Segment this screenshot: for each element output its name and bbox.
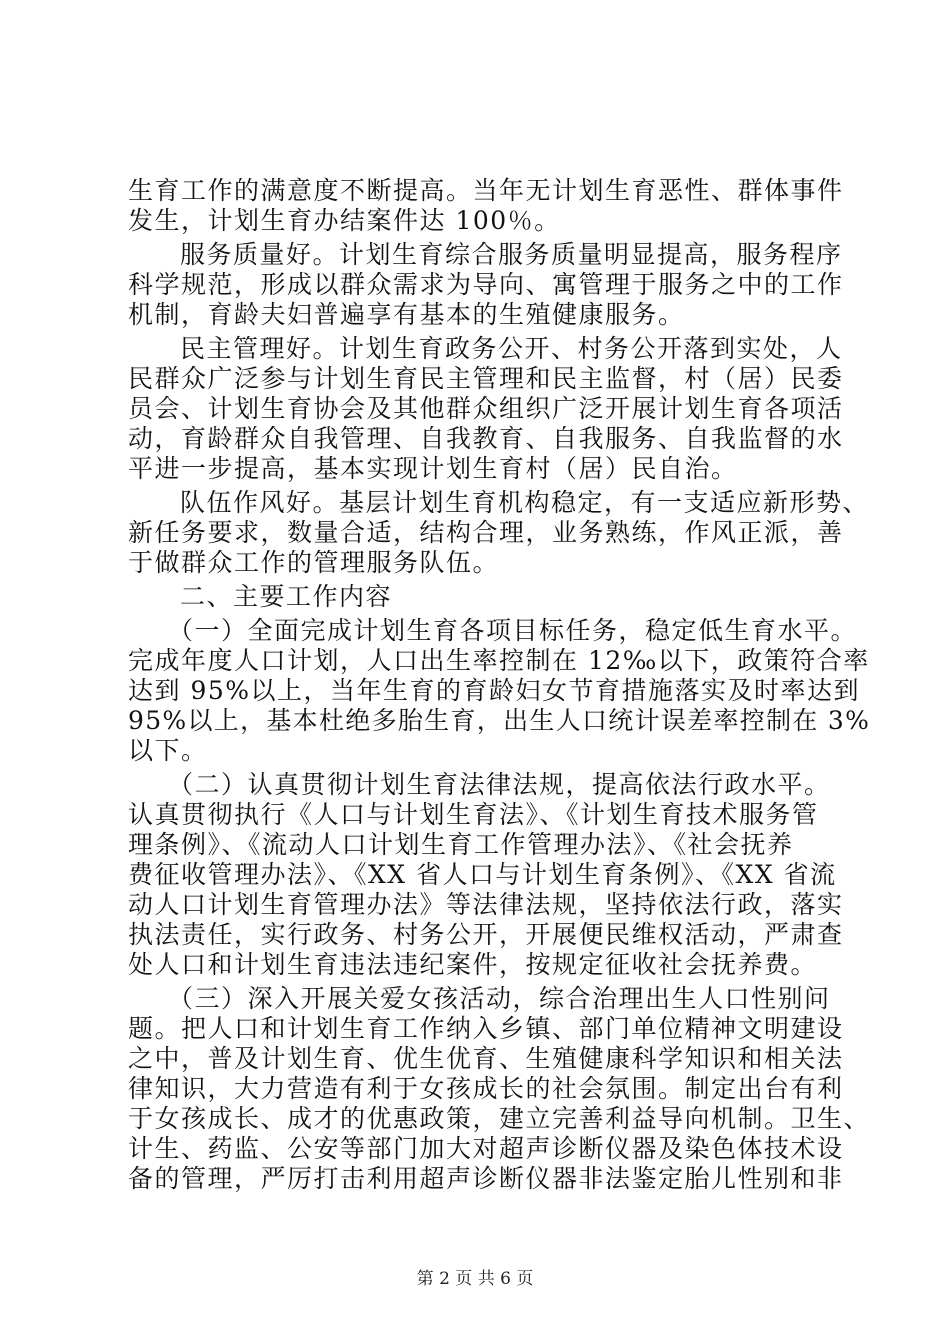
page-number-footer: 第 2 页 共 6 页 [416,1269,534,1289]
text-line: 平进一步提高，基本实现计划生育村（居）民自治。 [128,454,738,483]
section-heading: 二、主要工作内容 [180,582,393,611]
text-line: 员会、计划生育协会及其他群众组织广泛开展计划生育各项活 [128,394,844,423]
text-line: 于做群众工作的管理服务队伍。 [128,548,500,577]
text-line: （三）深入开展关爱女孩活动，综合治理出生人口性别问 [168,984,831,1013]
text-line: 处人口和计划生育违法违纪案件，按规定征收社会抚养费。 [128,950,818,979]
text-line: 新任务要求，数量合适，结构合理，业务熟练，作风正派，善 [128,518,844,547]
text-line: 备的管理，严厉打击利用超声诊断仪器非法鉴定胎儿性别和非 [128,1164,844,1193]
text-line: 完成年度人口计划，人口出生率控制在 12‰以下，政策符合率 [128,646,870,675]
text-line: 达到 95%以上，当年生育的育龄妇女节育措施落实及时率达到 [128,676,861,705]
text-line: 理条例》、《流动人口计划生育工作管理办法》、《社会抚养 [128,830,794,859]
text-line: 动人口计划生育管理办法》等法律法规，坚持依法行政，落实 [128,890,844,919]
text-line: 民主管理好。计划生育政务公开、村务公开落到实处，人 [180,334,843,363]
text-line: 机制，育龄夫妇普遍享有基本的生殖健康服务。 [128,300,685,329]
text-line: 民群众广泛参与计划生育民主管理和民主监督，村（居）民委 [128,364,844,393]
text-line: （二）认真贯彻计划生育法律法规，提高依法行政水平。 [168,770,831,799]
text-line: 题。把人口和计划生育工作纳入乡镇、部门单位精神文明建设 [128,1014,844,1043]
text-line: 科学规范，形成以群众需求为导向、寓管理于服务之中的工作 [128,270,844,299]
text-line: （一）全面完成计划生育各项目标任务，稳定低生育水平。 [168,616,858,645]
text-line: 之中，普及计划生育、优生优育、生殖健康科学知识和相关法 [128,1044,844,1073]
text-line: 服务质量好。计划生育综合服务质量明显提高，服务程序 [180,240,843,269]
text-line: 95%以上，基本杜绝多胎生育，出生人口统计误差率控制在 3% [128,706,871,735]
text-line: 执法责任，实行政务、村务公开，开展便民维权活动，严肃查 [128,920,844,949]
text-line: 认真贯彻执行《人口与计划生育法》、《计划生育技术服务管 [128,800,819,829]
text-line: 队伍作风好。基层计划生育机构稳定，有一支适应新形势、 [180,488,870,517]
text-line: 动，育龄群众自我管理、自我教育、自我服务、自我监督的水 [128,424,844,453]
text-line: 以下。 [128,736,208,765]
text-line: 计生、药监、公安等部门加大对超声诊断仪器及染色体技术设 [128,1134,844,1163]
text-line: 律知识，大力营造有利于女孩成长的社会氛围。制定出台有利 [128,1074,844,1103]
text-line: 生育工作的满意度不断提高。当年无计划生育恶性、群体事件 [128,176,844,205]
text-line: 发生，计划生育办结案件达 100％。 [128,206,561,235]
text-line: 费征收管理办法》、《XX 省人口与计划生育条例》、《XX 省流 [128,860,837,889]
text-line: 于女孩成长、成才的优惠政策，建立完善利益导向机制。卫生、 [128,1104,871,1133]
